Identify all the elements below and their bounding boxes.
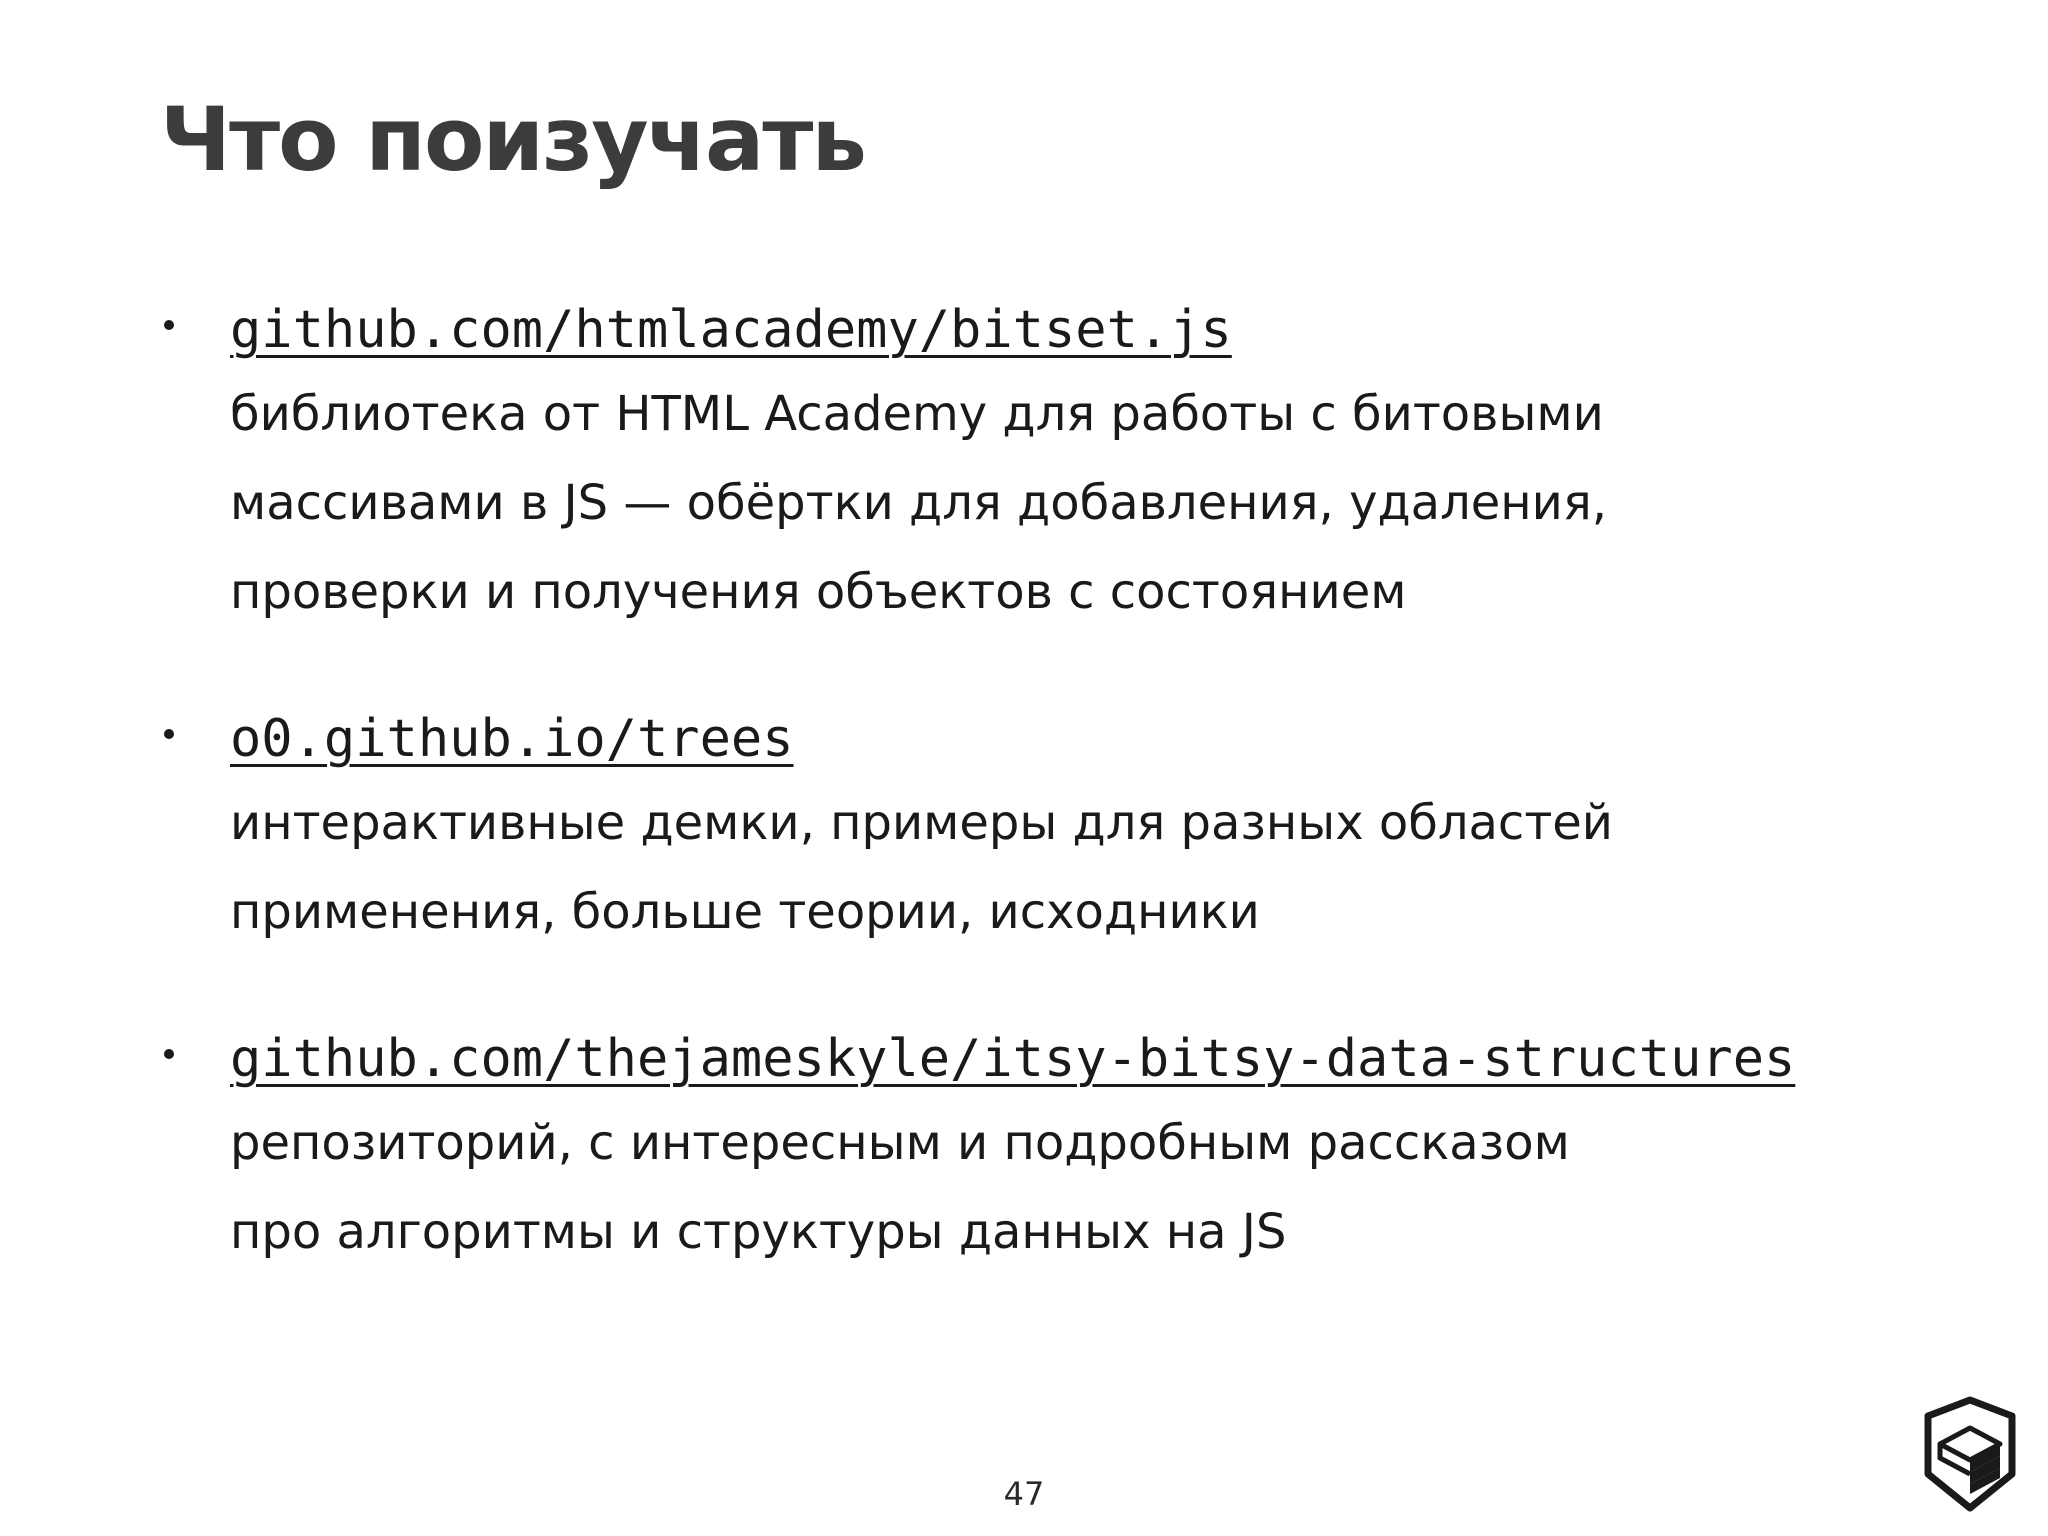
resource-link-trees[interactable]: o0.github.io/trees [230,709,794,769]
resource-description [230,1099,1830,1277]
list-item [160,290,1940,637]
list-item [160,1019,1940,1277]
bullet-icon [164,320,174,330]
description-line: библиотека от HTML Academy для работы с битовыми [230,386,1604,442]
description-line: проверки и получения объектов с состоянием [230,564,1407,620]
description-line: репозиторий, с интересным и подробным рассказом [230,1115,1570,1171]
page-number: 47 [1003,1475,1045,1513]
resource-description [230,779,1830,957]
resource-list [160,290,1940,1339]
bullet-icon [164,729,174,739]
description-line: про алгоритмы и структуры данных на JS [230,1204,1287,1260]
slide-title: Что поизучать [160,88,866,191]
resource-link-bitset[interactable]: github.com/htmlacademy/bitset.js [230,300,1232,360]
description-line: интерактивные демки, примеры для разных областей [230,795,1613,851]
list-item [160,699,1940,957]
htmlacademy-logo-icon [1922,1396,2018,1514]
resource-link-itsy-bitsy[interactable]: github.com/thejameskyle/itsy-bitsy-data-structures [230,1029,1796,1089]
resource-description [230,370,1830,637]
description-line: применения, больше теории, исходники [230,884,1260,940]
bullet-icon [164,1049,174,1059]
description-line: массивами в JS — обёртки для добавления, удаления, [230,475,1607,531]
